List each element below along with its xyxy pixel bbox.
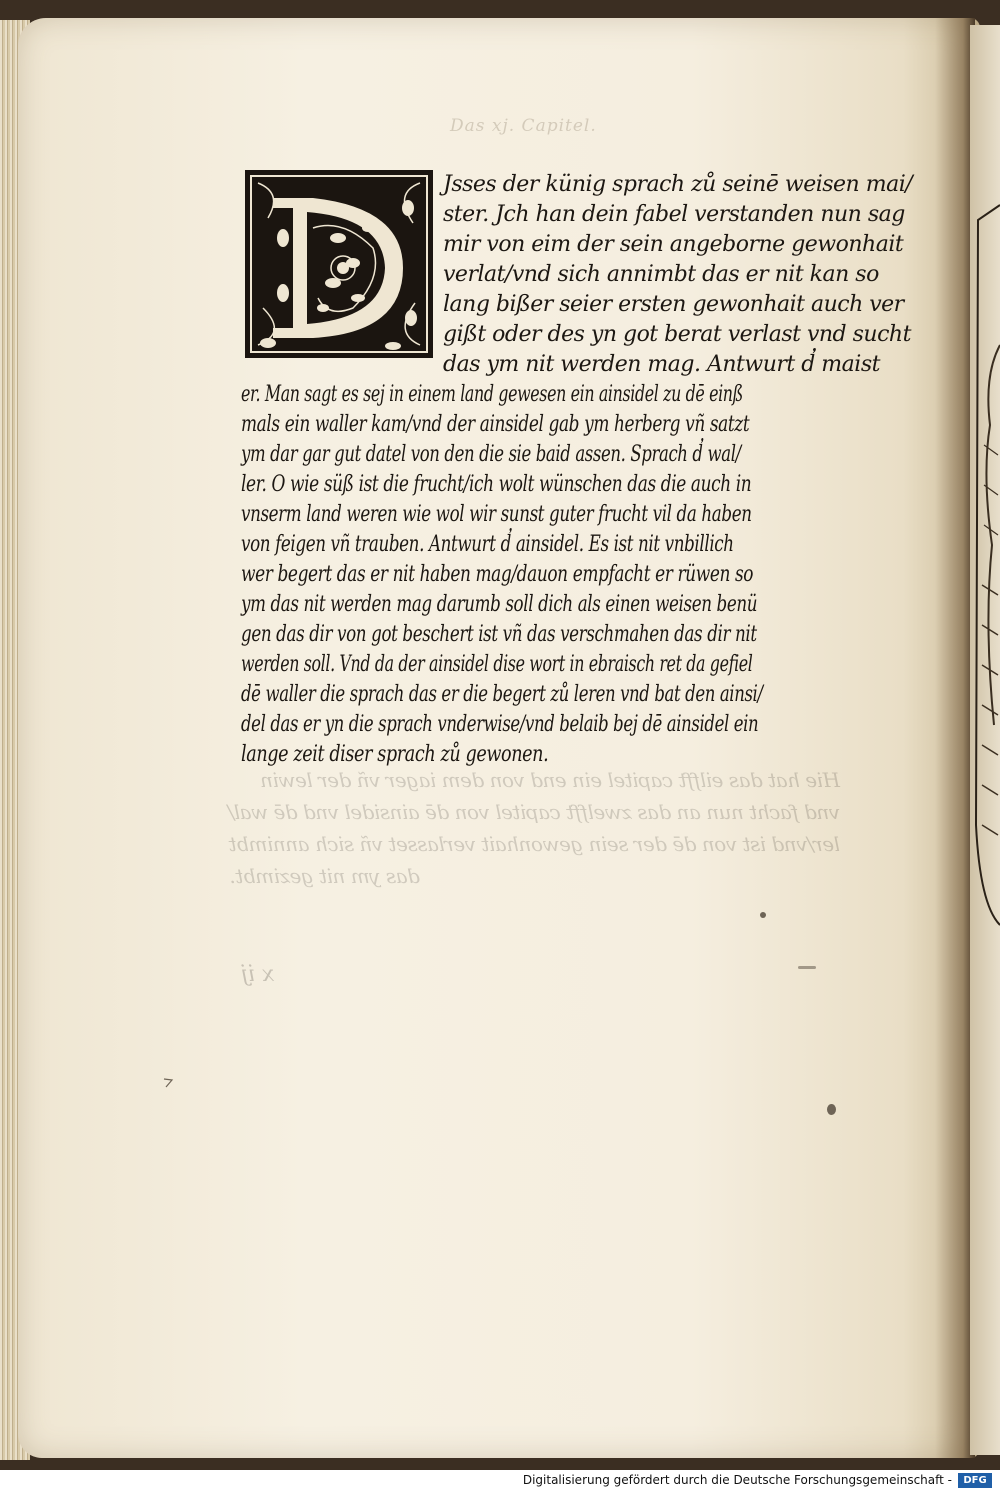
pencil-mark bbox=[162, 1077, 174, 1089]
text-line: Jsses der künig sprach zů seinē weisen mai/ bbox=[443, 172, 913, 197]
text-line: ym dar gar gut datel von den die sie baid assen. Sprach d̓ wal/ bbox=[241, 442, 741, 467]
text-line: verlat/vnd sich annimbt das er nit kan so bbox=[443, 262, 879, 287]
folio-number-showthrough: x ij bbox=[241, 962, 275, 987]
text-line: wer begert das er nit haben mag/dauon empfacht er rüwen so bbox=[241, 562, 754, 587]
text-line: er. Man sagt es sej in einem land gewesen ein ainsidel zu dē einß bbox=[241, 382, 743, 407]
text-line: gißt oder des yn got berat verlast vnd sucht bbox=[443, 322, 911, 347]
paper-spot bbox=[760, 912, 766, 918]
funding-credit: Digitalisierung gefördert durch die Deutsche Forschungsgemeinschaft - bbox=[522, 1473, 952, 1487]
text-line: lange zeit diser sprach zů gewonen. bbox=[241, 742, 549, 767]
dfg-logo[interactable]: DFG bbox=[958, 1473, 992, 1488]
book-gutter bbox=[935, 18, 975, 1458]
text-line: gen das dir von got beschert ist vñ das verschmahen das dir nit bbox=[241, 622, 757, 647]
text-line: vnserm land weren wie wol wir sunst guter frucht vil da haben bbox=[241, 502, 752, 527]
showthrough-line: ler/vnd ist von dē der sein gewonhait verlasset vñ sich annimbt bbox=[229, 832, 840, 856]
text-line: ym das nit werden mag darumb soll dich als einen weisen benü bbox=[241, 592, 758, 617]
text-line: das ym nit werden mag. Antwurt d̓ maist bbox=[443, 352, 880, 377]
text-line: ler. O wie süß ist die frucht/ich wolt wünschen das die auch in bbox=[241, 472, 752, 497]
footer-bar bbox=[0, 1470, 1000, 1492]
text-line: dē waller die sprach das er die begert zů leren vnd bat den ainsi/ bbox=[241, 682, 763, 707]
showthrough-line: vnd facht nun an das zwelfft capitel von dē ainsidel vnd dē wal/ bbox=[227, 800, 840, 824]
text-line: lang bißer seier ersten gewonhait auch ver bbox=[443, 292, 904, 317]
text-line: von feigen vñ trauben. Antwurt d̓ ainsidel. Es ist nit vnbillich bbox=[241, 532, 734, 557]
text-line: werden soll. Vnd da der ainsidel dise wort in ebraisch ret da gefiel bbox=[241, 652, 753, 677]
running-head-showthrough: Das xj. Capitel. bbox=[450, 116, 597, 136]
paper-spot bbox=[798, 966, 816, 969]
text-line: del das er yn die sprach vnderwise/vnd belaib bej dē ainsidel ein bbox=[241, 712, 759, 737]
facing-page-woodcut bbox=[970, 25, 1000, 1455]
reverse-side-showthrough bbox=[227, 768, 870, 928]
showthrough-line: das ym nit gezimbt. bbox=[230, 864, 420, 888]
text-line: ster. Jch han dein fabel verstanden nun sag bbox=[443, 202, 905, 227]
text-line: mir von eim der sein angeborne gewonhait bbox=[443, 232, 904, 257]
showthrough-line: Hie hat das eilfft capitel ein end von dem iager vñ der lewin bbox=[260, 768, 840, 792]
text-line: mals ein waller kam/vnd der ainsidel gab ym herberg vñ satzt bbox=[241, 412, 750, 437]
main-text-block bbox=[238, 172, 913, 767]
paper-spot bbox=[827, 1104, 836, 1115]
